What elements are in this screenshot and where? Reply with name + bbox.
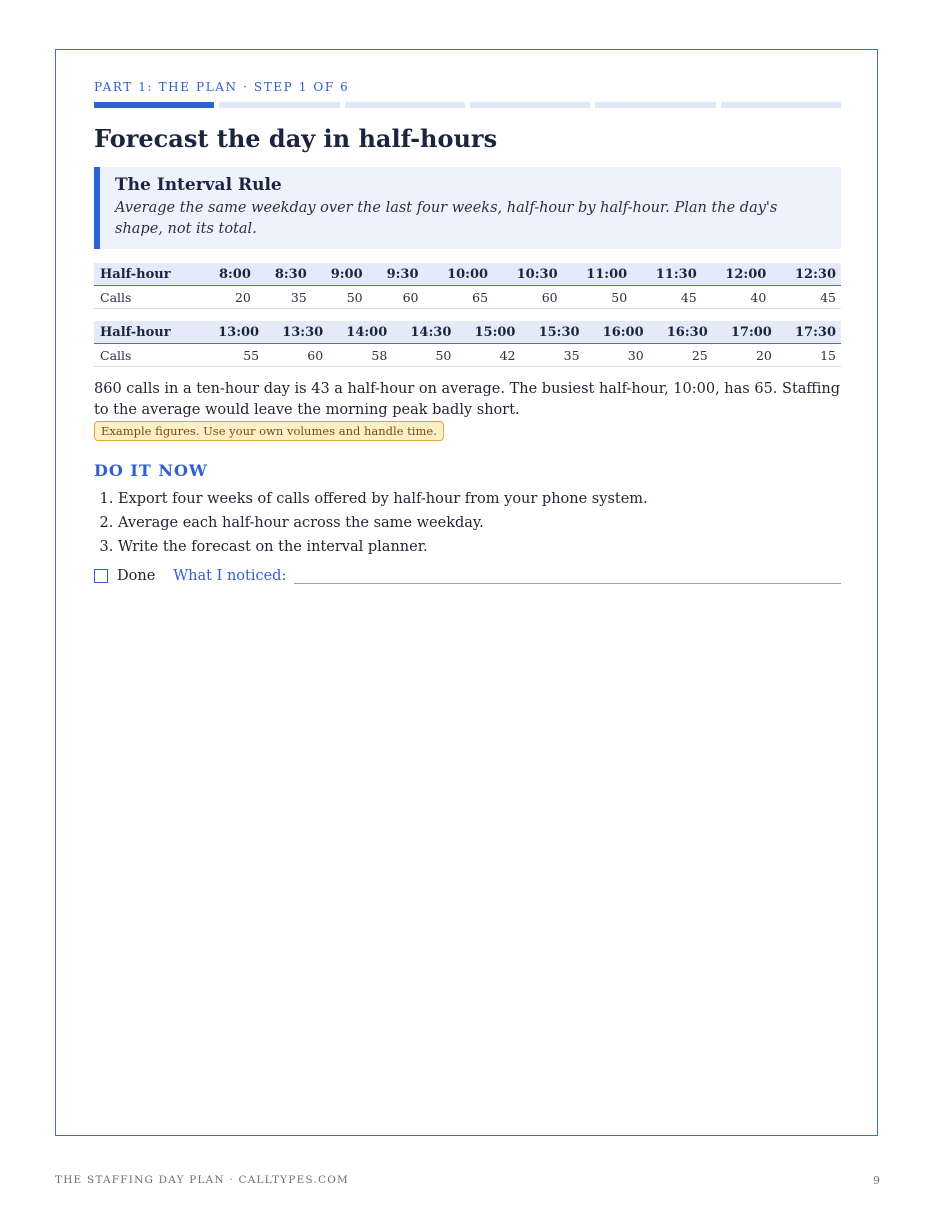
row-label: Calls xyxy=(94,344,200,367)
progress-segment xyxy=(94,102,214,108)
callout-title: The Interval Rule xyxy=(115,175,282,195)
calls-cell: 20 xyxy=(713,344,777,367)
time-header: 13:30 xyxy=(264,321,328,344)
calls-cell: 50 xyxy=(563,286,633,309)
progress-segment xyxy=(721,102,841,108)
summary-paragraph xyxy=(94,379,841,443)
noticed-write-line[interactable] xyxy=(294,569,841,584)
calls-cell: 25 xyxy=(649,344,713,367)
list-item: 3. Write the forecast on the interval planner. xyxy=(118,535,841,559)
calls-cell: 40 xyxy=(702,286,772,309)
done-row xyxy=(94,568,841,584)
time-header: 11:30 xyxy=(632,263,702,286)
table-header-label: Half-hour xyxy=(94,321,200,344)
page-content xyxy=(94,80,841,584)
time-header: 13:00 xyxy=(200,321,264,344)
time-header: 9:30 xyxy=(368,263,424,286)
page-title: Forecast the day in half-hours xyxy=(94,124,498,153)
callout-body: Average the same weekday over the last four weeks, half-hour by half-hour. Plan the day's shape, not its total. xyxy=(115,200,778,237)
calls-cell: 60 xyxy=(264,344,328,367)
summary-text: 860 calls in a ten-hour day is 43 a half-hour on average. The busiest half-hour, 10:00, has 65. Staffing to the average would leave the morning peak badly short. xyxy=(94,381,840,418)
row-label: Calls xyxy=(94,286,200,309)
time-header: 8:30 xyxy=(256,263,312,286)
time-header: 16:00 xyxy=(585,321,649,344)
morning-calls-table xyxy=(94,263,841,309)
time-header: 14:00 xyxy=(328,321,392,344)
list-item: 1. Export four weeks of calls offered by half-hour from your phone system. xyxy=(118,487,841,511)
step-progress-bar xyxy=(94,102,841,108)
time-header: 15:00 xyxy=(456,321,520,344)
time-header: 10:30 xyxy=(493,263,563,286)
table-row xyxy=(94,286,841,309)
calls-cell: 42 xyxy=(456,344,520,367)
calls-cell: 30 xyxy=(585,344,649,367)
done-label: Done xyxy=(117,568,156,584)
time-header: 16:30 xyxy=(649,321,713,344)
calls-cell: 20 xyxy=(200,286,256,309)
time-header: 15:30 xyxy=(520,321,584,344)
time-header: 9:00 xyxy=(312,263,368,286)
time-header: 17:00 xyxy=(713,321,777,344)
time-header: 17:30 xyxy=(777,321,841,344)
step-eyebrow: PART 1: THE PLAN · STEP 1 OF 6 xyxy=(94,80,350,94)
calls-cell: 60 xyxy=(368,286,424,309)
calls-cell: 35 xyxy=(520,344,584,367)
action-steps-list xyxy=(94,487,841,559)
interval-rule-callout xyxy=(94,167,841,249)
calls-cell: 65 xyxy=(424,286,494,309)
table-row xyxy=(94,344,841,367)
table-header-label: Half-hour xyxy=(94,263,200,286)
time-header: 11:00 xyxy=(563,263,633,286)
progress-segment xyxy=(595,102,715,108)
time-header: 10:00 xyxy=(424,263,494,286)
calls-cell: 15 xyxy=(777,344,841,367)
calls-cell: 55 xyxy=(200,344,264,367)
calls-cell: 45 xyxy=(771,286,841,309)
time-header: 14:30 xyxy=(392,321,456,344)
time-header: 8:00 xyxy=(200,263,256,286)
calls-cell: 35 xyxy=(256,286,312,309)
progress-segment xyxy=(470,102,590,108)
time-header: 12:00 xyxy=(702,263,772,286)
example-figures-note: Example figures. Use your own volumes and handle time. xyxy=(94,421,444,441)
progress-segment xyxy=(345,102,465,108)
calls-cell: 60 xyxy=(493,286,563,309)
page-frame xyxy=(55,49,878,1136)
calls-cell: 50 xyxy=(312,286,368,309)
calls-cell: 45 xyxy=(632,286,702,309)
progress-segment xyxy=(219,102,339,108)
afternoon-calls-table xyxy=(94,321,841,367)
time-header: 12:30 xyxy=(771,263,841,286)
noticed-label: What I noticed: xyxy=(173,568,287,584)
done-checkbox[interactable] xyxy=(94,569,108,583)
calls-cell: 58 xyxy=(328,344,392,367)
do-it-now-heading: DO IT NOW xyxy=(94,461,208,480)
footer-title: THE STAFFING DAY PLAN · CALLTYPES.COM xyxy=(55,1174,349,1186)
list-item: 2. Average each half-hour across the same weekday. xyxy=(118,511,841,535)
calls-cell: 50 xyxy=(392,344,456,367)
page-number: 9 xyxy=(873,1174,880,1187)
